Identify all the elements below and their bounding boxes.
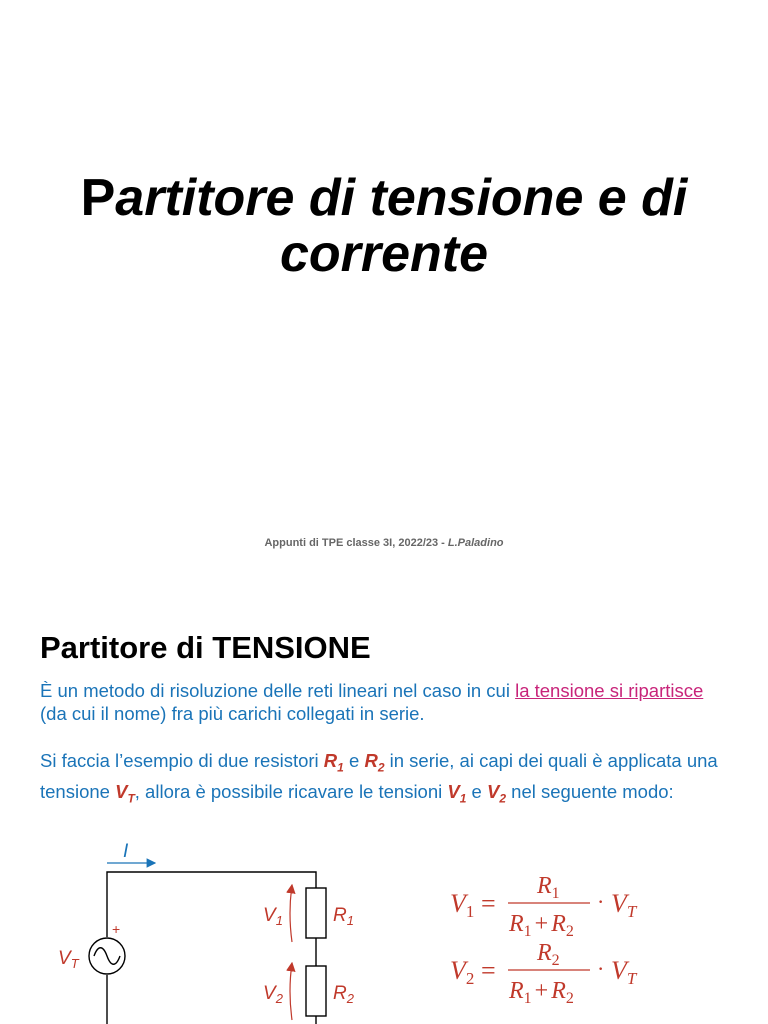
p2-r2-sub: 2 <box>377 760 385 775</box>
p2-vt-main: V <box>115 780 128 802</box>
title-lead-letter: P <box>80 169 116 227</box>
p2-r2-main: R <box>364 750 378 771</box>
resistor-r2-icon <box>306 966 326 1016</box>
slide-title <box>40 170 728 282</box>
circuit-and-formulas <box>0 835 768 1024</box>
f2-factor: VT <box>611 956 637 988</box>
p2-t2: e <box>343 750 365 771</box>
v1-label: $V_1$ <box>263 905 283 928</box>
p2-r1 <box>323 750 344 775</box>
credits-author: L.Paladino <box>447 537 504 549</box>
circuit-wires <box>107 872 316 1024</box>
p2-v2-sub: 2 <box>499 791 507 806</box>
paragraph-example <box>40 749 720 810</box>
source-label: $V_T$ <box>58 948 79 971</box>
f2-equals: = <box>481 956 496 985</box>
f1-dot: · <box>597 889 605 914</box>
f2-numerator: $R_2$ <box>537 940 560 969</box>
credits-line <box>0 537 768 549</box>
f1-factor: VT <box>611 889 637 921</box>
credits-text: Appunti di TPE classe 3I, 2022/23 - <box>264 537 448 549</box>
p2-t3: in serie, ai capi dei quali è applicata una tensione <box>40 750 718 802</box>
p1-link[interactable]: la tensione si ripartisce <box>515 680 704 701</box>
p2-v1-main: V <box>447 780 460 802</box>
p2-r2 <box>364 750 385 775</box>
f1-denominator: $R_1 + R_2$ <box>509 911 574 940</box>
r1-label: $R_1$ <box>333 905 354 928</box>
p2-v2 <box>487 780 507 806</box>
wire-top <box>107 872 316 937</box>
p2-vt <box>115 780 135 806</box>
p2-t5: e <box>466 780 487 802</box>
current-label: I <box>123 841 129 862</box>
resistor-r1-icon <box>306 888 326 938</box>
source-plus-sign: + <box>112 921 121 937</box>
p2-v1 <box>447 780 467 806</box>
paragraph-intro <box>40 679 720 725</box>
f1-equals: = <box>481 889 496 918</box>
formula-v2 <box>450 940 638 1007</box>
formula-v1 <box>450 873 638 940</box>
voltage-arrow-v2-icon <box>290 963 292 1020</box>
f2-lhs: V2 <box>450 956 475 988</box>
p2-t4: , allora è possibile ricavare le tensioni <box>134 780 448 802</box>
f2-dot: · <box>597 956 605 981</box>
v2-label: $V_2$ <box>263 983 283 1006</box>
p2-r1-main: R <box>323 750 338 771</box>
p2-t6: nel seguente modo: <box>506 780 674 802</box>
section-heading: Partitore di TENSIONE <box>40 630 371 665</box>
p1-before: È un metodo di risoluzione delle reti lineari nel caso in cui <box>40 680 516 701</box>
voltage-arrow-v1-icon <box>290 885 292 942</box>
p2-v2-main: V <box>487 780 500 802</box>
p2-v1-sub: 1 <box>459 791 467 806</box>
f2-denominator: $R_1 + R_2$ <box>509 978 574 1007</box>
r2-label: $R_2$ <box>333 983 354 1006</box>
p2-vt-sub: T <box>127 791 135 806</box>
f1-numerator: $R_1$ <box>537 873 560 902</box>
f1-lhs: V1 <box>450 889 475 921</box>
p2-r1-sub: 1 <box>337 760 344 775</box>
p2-t1: Si faccia l’esempio di due resistori <box>40 750 324 771</box>
title-rest: artitore di tensione e di corrente <box>115 169 688 283</box>
p1-after: (da cui il nome) fra più carichi collegati in serie. <box>40 703 425 724</box>
